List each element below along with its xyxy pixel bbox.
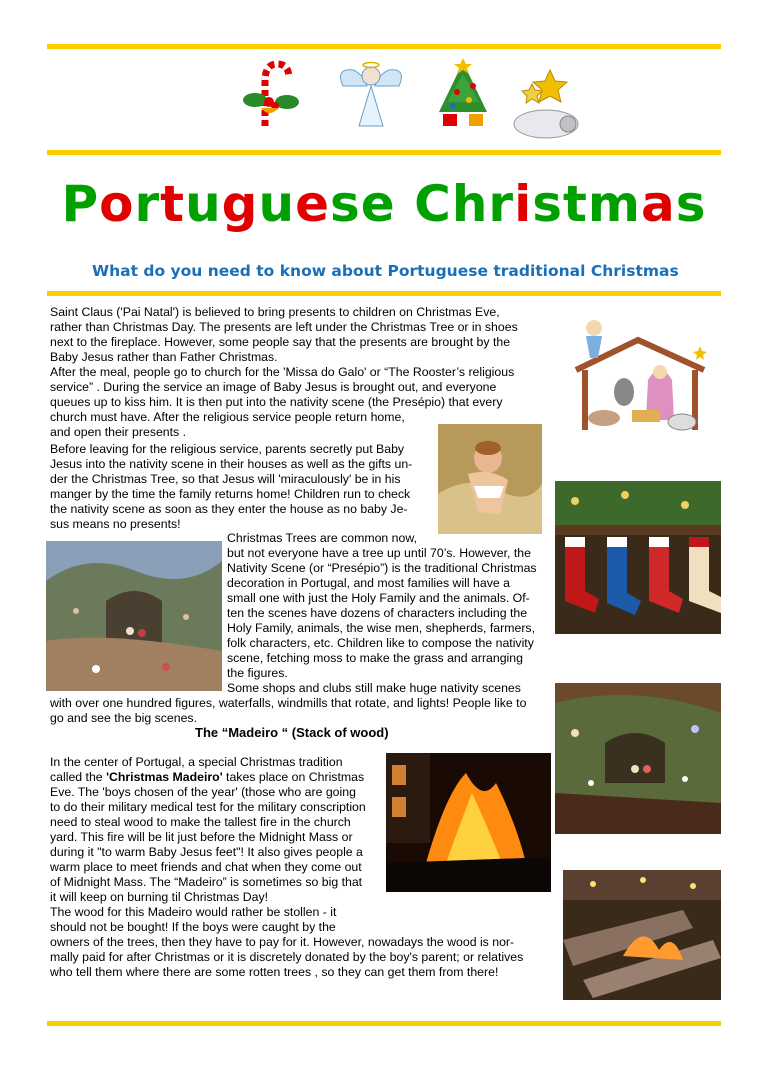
title-letter: o <box>99 175 135 233</box>
text-line: but not everyone have a tree up until 70’s. However, the <box>227 546 531 560</box>
title-letter: s <box>330 175 361 233</box>
madeiro-paragraph <box>50 755 382 935</box>
title-letter: i <box>514 175 533 233</box>
page-title <box>0 172 768 236</box>
burning-logs-photo <box>563 870 721 1000</box>
text-line: owners of the trees, then they have to pay for it. However, nowadays the wood is nor- <box>50 935 515 949</box>
madeiro-heading: The “Madeiro “ (Stack of wood) <box>195 725 389 740</box>
christmas-trees-paragraph <box>227 531 552 696</box>
text-line: In the center of Portugal, a special Christmas tradition <box>50 755 343 769</box>
text-line: church must have. After the religious service people return home, <box>50 410 405 424</box>
madeiro-fire-photo <box>386 753 551 892</box>
text-line: Saint Claus ('Pai Natal') is believed to bring presents to children on Christmas Eve, <box>50 305 500 319</box>
title-letter: a <box>641 175 676 233</box>
text-line: Before leaving for the religious service, parents secretly put Baby <box>50 442 405 456</box>
title-letter: r <box>134 175 161 233</box>
title-letter: u <box>258 175 296 233</box>
nativity-clipart <box>564 310 712 440</box>
text-line: service” . During the service an image of Baby Jesus is brought out, and everyone <box>50 380 497 394</box>
text-line: Christmas Trees are common now, <box>227 531 417 545</box>
text-line: to do their military medical test for the military conscription <box>50 800 366 814</box>
text-line: yard. This fire will be lit just before the Midnight Mass or <box>50 830 353 844</box>
subtitle-rule <box>47 291 721 296</box>
angel-icon <box>333 56 409 132</box>
title-letter: t <box>563 175 588 233</box>
text-line: sus means no presents! <box>50 517 181 531</box>
title-letter: h <box>451 175 489 233</box>
text-line: scene, fetching moss to make the grass and arranging <box>227 651 523 665</box>
text-line: who tell them where there are some rotten trees , so they can get them from there! <box>50 965 499 979</box>
baby-jesus-photo <box>438 424 542 534</box>
title-letter: m <box>587 175 642 233</box>
christmas-tree-icon <box>425 56 501 132</box>
title-letter <box>396 175 414 233</box>
text-line: during it "to warm Baby Jesus feet"! It also gives people a <box>50 845 363 859</box>
title-letter: r <box>488 175 515 233</box>
intro-paragraph <box>50 305 552 440</box>
title-letter: s <box>675 175 707 233</box>
text-line: The wood for this Madeiro would rather be stollen - it <box>50 905 337 919</box>
title-letter: u <box>185 175 222 233</box>
stockings-photo <box>555 481 721 634</box>
text-line: Baby Jesus rather than Father Christmas. <box>50 350 278 364</box>
title-letter: s <box>532 175 563 233</box>
star-ornament-icon <box>510 66 582 142</box>
text-line: queues up to kiss him. It is then put into the nativity scene (the Presépio) that every <box>50 395 503 409</box>
text-line: manger by the time the family returns home! Children run to check <box>50 487 411 501</box>
text-fragment: takes place on Christmas <box>222 770 365 784</box>
text-line: warm place to meet friends and chat when they come out <box>50 860 362 874</box>
header-rule <box>47 150 721 155</box>
text-line: rather than Christmas Day. The presents are left under the Christmas Tree or in shoes <box>50 320 518 334</box>
text-line: Nativity Scene (or “Presépio”) is the traditional Christmas <box>227 561 537 575</box>
top-rule <box>47 44 721 49</box>
text-line: with over one hundred figures, waterfalls, windmills that rotate, and lights! People like to <box>50 696 527 710</box>
text-line <box>50 770 382 785</box>
title-letter: e <box>295 175 330 233</box>
text-line: go and see the big scenes. <box>50 711 197 725</box>
candy-cane-icon <box>243 56 303 134</box>
title-letter: t <box>160 175 186 233</box>
text-line: Holy Family, animals, the wise men, shepherds, farmers, <box>227 621 535 635</box>
text-line: mally paid for after Christmas or it is discretely donated by the boy's parent; or relatives <box>50 950 524 964</box>
text-line: Eve. The 'boys chosen of the year' (those who are going <box>50 785 356 799</box>
title-letter: C <box>414 175 452 233</box>
large-nativity-photo <box>555 683 721 834</box>
nativity-scene-photo <box>46 541 222 691</box>
text-line: should not be bought! If the boys were caught by the <box>50 920 336 934</box>
madeiro-paragraph-tail <box>50 935 552 980</box>
text-line: Jesus into the nativity scene in their houses as well as the gifts un- <box>50 457 413 471</box>
text-line: small one with just the Holy Family and the animals. Of- <box>227 591 530 605</box>
text-line: ten the scenes have dozens of characters including the <box>227 606 528 620</box>
title-letter: P <box>61 175 100 233</box>
text-line: of Midnight Mass. The “Madeiro” is sometimes so big that <box>50 875 363 889</box>
text-line: and open their presents . <box>50 425 187 439</box>
title-letter: e <box>360 175 396 233</box>
text-line: decoration in Portugal, and most families will have a <box>227 576 510 590</box>
title-letter: g <box>221 175 259 233</box>
text-line: the nativity scene as soon as they enter the house as no baby Je- <box>50 502 408 516</box>
text-line: need to steal wood to make the tallest fire in the church <box>50 815 351 829</box>
text-line: it will keep on burning til Christmas Day! <box>50 890 269 904</box>
text-line: Some shops and clubs still make huge nativity scenes <box>227 681 521 695</box>
text-line: next to the fireplace. However, some people say that the presents are brought by the <box>50 335 511 349</box>
page-subtitle: What do you need to know about Portuguese traditional Christmas <box>92 262 679 280</box>
baby-jesus-paragraph <box>50 442 435 532</box>
text-line: After the meal, people go to church for the 'Missa do Galo' or “The Rooster’s religious <box>50 365 515 379</box>
text-fragment: called the <box>50 770 107 784</box>
christmas-trees-paragraph-tail <box>50 696 552 726</box>
bold-term: 'Christmas Madeiro' <box>106 770 223 784</box>
bottom-rule <box>47 1021 721 1026</box>
text-line: folk characters, etc. Children like to compose the nativity <box>227 636 534 650</box>
text-line: der the Christmas Tree, so that Jesus will 'miraculously' be in his <box>50 472 401 486</box>
text-line: the figures. <box>227 666 288 680</box>
